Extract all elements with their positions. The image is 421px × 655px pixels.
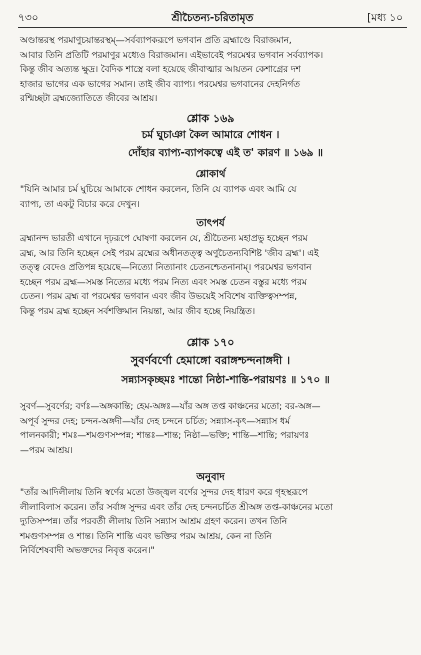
text-line: "যিনি আমার চর্ম ঘুচিয়ে আমাকে শোধন করলেন, তিনি যে ব্যাপক এবং আমি যে	[20, 185, 297, 195]
verse-169-translation	[20, 183, 407, 212]
anubad-heading: অনুবাদ	[196, 472, 225, 483]
page-number: ৭৩০	[18, 12, 39, 24]
text-line: হাজার ভাগের এক ভাগের সমান। তাই জীব ব্যাপ্য। পরমেশ্বর ভগবানের দেহনির্গত	[20, 79, 300, 90]
text-line: আবার তিনি প্রতিটি পরমাণুর মধ্যেও বিরাজমান। এইভাবেই পরমেশ্বর ভগবান সর্বব্যাপক।	[20, 50, 324, 61]
text-line: অণ্ডান্তরস্থ পরমাণুচয়ান্তরস্থম্—সর্বব্যাপকরূপে ভগবান প্রতি ব্রহ্মাণ্ডে বিরাজমান,	[20, 36, 292, 46]
page-header	[18, 9, 407, 28]
translation-heading: শ্লোকার্থ	[195, 169, 226, 180]
verse-169-line-1: চর্ম ঘুচাঞা কৈল আমারে শোধন ।	[141, 129, 280, 141]
verse-169-line-2: দোঁহার ব্যাপ্য-ব্যাপকত্বে এই ত' কারণ ॥ ১৬৯ ॥	[128, 147, 323, 159]
text-line: ব্রহ্ম, আর তিনি হচ্ছেন সেই পরম ব্রহ্মের অধীনতত্ত্ব অণুচৈতন্যবিশিষ্ট 'জীব ব্রহ্ম'। এই	[20, 248, 319, 259]
text-line: তত্ত্ব বেদেও প্রতিপন্ন হয়েছে—নিত্যো নিত্যানাং চেতনশ্চেতনানাম্। পরমেশ্বর ভগবান	[20, 263, 312, 274]
purport-paragraph	[20, 232, 407, 320]
text-line: কিন্তু জীব অত্যন্ত ক্ষুদ্র। বৈদিক শাস্ত্রে বলা হয়েছে জীবাত্মার আয়তন কেশাগ্রের দশ	[20, 65, 301, 76]
purport-heading: তাৎপর্য	[196, 218, 225, 229]
running-title: শ্রীচৈতন্য-চরিতামৃত	[171, 12, 254, 24]
text-line: অপূর্ব সুন্দর দেহ; চন্দন-অঙ্গদী—যাঁর দেহ চন্দনে চর্চিত; সন্ন্যাস-কৃৎ—সন্ন্যাস ধর্ম	[20, 416, 290, 427]
verse-170-translation	[20, 486, 407, 559]
text-line: লীলাবিলাস করেন। তাঁর সর্বাঙ্গ সুন্দর এবং তাঁর দেহ চন্দনচর্চিত শ্রীঅঙ্গ তপ্ত-কাঞ্চনের মতো	[20, 502, 333, 513]
text-line: পালনকারী; শমঃ—শমগুণসম্পন্ন; শান্তঃ—শান্ত; নিষ্ঠা—ভক্তি; শান্তি—শান্তি; পরায়ণঃ	[20, 431, 310, 442]
text-line: হচ্ছেন পরম ব্রহ্ম—সমস্ত নিত্যের মধ্যে পরম নিত্য এবং সমস্ত চেতন বস্তুর মধ্যে পরম	[20, 277, 307, 288]
text-line: "তাঁর আদিলীলায় তিনি স্বর্ণের মতো উজ্জ্বল বর্ণের সুন্দর দেহ ধারণ করে গৃহস্থরূপে	[20, 488, 308, 498]
text-line: নির্বিশেষবাদী অভক্তদের নিবৃত্ত করেন।"	[20, 546, 155, 557]
verse-169-heading: শ্লোক ১৬৯	[186, 112, 235, 125]
text-line: ব্যাপ্য, তা একটু বিচার করে দেখুন।	[20, 199, 140, 210]
text-line: সুবর্ণ—সুবর্ণের; বর্ণঃ—অঙ্গকান্তি; হেম-অঙ্গঃ—যাঁর অঙ্গ তপ্ত কাঞ্চনের মতো; বর-অঙ্গ—	[20, 402, 321, 412]
text-line: —পরম আশ্রয়।	[20, 445, 73, 456]
text-line: রশ্মিচ্ছটা ব্রহ্মজ্যোতিতে জীবের আশ্রয়।	[20, 94, 158, 105]
intro-paragraph	[20, 34, 407, 107]
verse-170-heading: শ্লোক ১৭০	[186, 336, 235, 349]
text-line: ব্রহ্মানন্দ ভারতী এখানে দৃঢ়রূপে ঘোষণা করলেন যে, শ্রীচৈতন্য মহাপ্রভু হচ্ছেন পরম	[20, 234, 308, 244]
synonyms-paragraph	[20, 400, 407, 458]
text-line: দ্যুতিসম্পন্ন। তাঁর পরবর্তী লীলায় তিনি সন্ন্যাস আশ্রম গ্রহণ করেন। তখন তিনি	[20, 517, 288, 528]
text-line: শমগুণসম্পন্ন ও শান্ত। তিনি শান্তি এবং ভক্তির পরম আশ্রয়, কেন না তিনি	[20, 531, 272, 542]
text-line: চেতন। পরম ব্রহ্ম বা পরমেশ্বর ভগবান এবং জীব উভয়েই সবিশেষ ব্যক্তিত্বসম্পন্ন,	[20, 292, 298, 303]
verse-170-line-1: সুবর্ণবর্ণো হেমাঙ্গো বরাঙ্গশ্চন্দনাঙ্গদী ।	[130, 354, 291, 367]
verse-170-line-2: সন্ন্যাসকৃচ্ছমঃ শান্তো নিষ্ঠা-শান্তি-পরায়ণঃ ॥ ১৭০ ॥	[121, 374, 330, 386]
section-label: [মধ্য ১০	[367, 12, 403, 24]
text-line: কিন্তু পরম ব্রহ্ম হচ্ছেন সর্বশক্তিমান নিয়ন্তা, আর জীব হচ্ছে নিয়ন্ত্রিত।	[20, 306, 256, 317]
